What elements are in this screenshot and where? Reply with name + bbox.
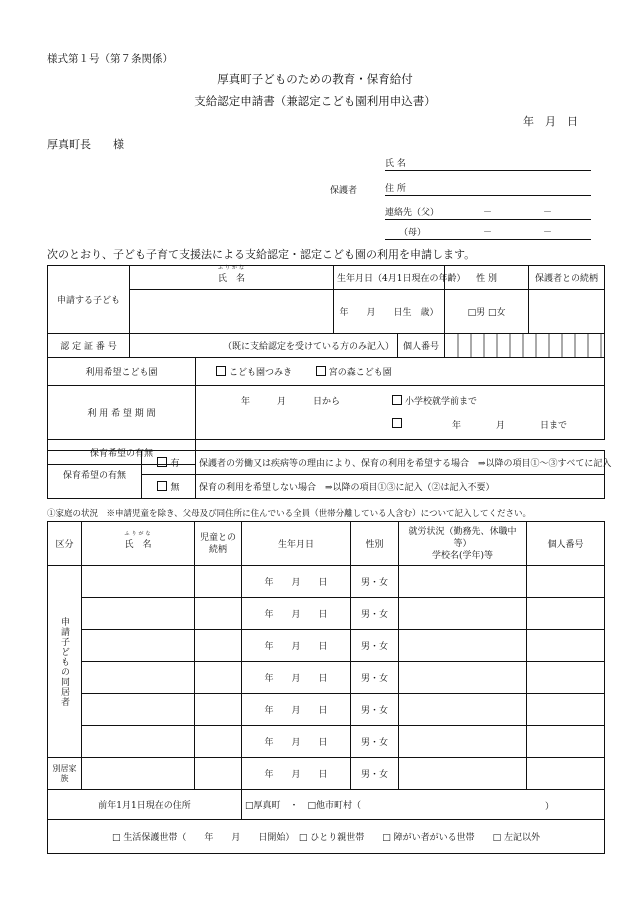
personal-no-field[interactable] — [445, 334, 605, 358]
nursery-opt1-checkbox[interactable] — [216, 366, 226, 376]
member-work[interactable] — [399, 630, 527, 662]
member-pno[interactable] — [527, 758, 605, 790]
h-relation: 児童との続柄 — [195, 522, 242, 566]
dash: － — [483, 228, 493, 238]
guardian-label: 保護者 — [330, 186, 358, 196]
member-name[interactable] — [82, 630, 195, 662]
member-name[interactable] — [82, 726, 195, 758]
nursery-label: 利用希望こども園 — [48, 358, 196, 386]
child-dob-field[interactable]: 年 月 日生 歳） — [334, 290, 445, 334]
member-name[interactable] — [82, 694, 195, 726]
group-cohabitants — [48, 566, 82, 758]
period-to-year: 年 — [452, 421, 462, 431]
name-header — [130, 266, 334, 290]
date-field[interactable]: 年 月 日 — [523, 115, 578, 128]
contact-mother-label: （母） — [399, 228, 427, 238]
guardian-contact-father[interactable] — [385, 205, 591, 220]
household-table — [47, 521, 605, 854]
member-relation[interactable] — [195, 566, 242, 598]
member-work[interactable] — [399, 662, 527, 694]
guardian-name-label: 氏 名 — [385, 159, 406, 169]
period-opt-checkbox[interactable] — [392, 395, 402, 405]
h-dob: 生年月日 — [242, 522, 351, 566]
care-yes-text: 保護者の労働又は疾病等の理由により、保育の利用を希望する場合 ⇒以降の項目①～③すべてに記入 — [196, 451, 605, 475]
group-cohabitants-text: 申請子どもの同居者 — [59, 616, 69, 707]
title-line-1: 厚真町子どものための教育・保育給付 — [217, 72, 413, 86]
household-type[interactable]: □ 生活保護世帯（ 年 月 日開始） □ ひとり親世帯 □ 障がい者がいる世帯 □ 左記以外 — [48, 820, 605, 854]
period-to-checkbox[interactable] — [392, 418, 402, 428]
h-name-ruby: ふりがな — [124, 531, 153, 537]
period-from: 年 月 日から — [241, 397, 341, 407]
member-pno[interactable] — [527, 598, 605, 630]
member-work[interactable] — [399, 566, 527, 598]
member-relation[interactable] — [195, 630, 242, 662]
h-work-text: 就労状況（勤務先、休職中等） — [408, 526, 517, 549]
intro-text: 次のとおり、子ども子育て支援法による支給認定・認定こども園の利用を申請します。 — [47, 248, 476, 261]
member-sex[interactable]: 男・女 — [351, 662, 399, 694]
sex-header: 性 別 — [445, 266, 529, 290]
addressee: 厚真町長 様 — [47, 138, 124, 151]
member-dob[interactable]: 年 月 日 — [242, 566, 351, 598]
member-sex[interactable]: 男・女 — [351, 758, 399, 790]
h-school-text: 学校名(学年)等 — [431, 550, 494, 561]
care-no-label: 無 — [170, 483, 180, 493]
dob-header: 生年月日（4月1日現在の年齢） — [334, 266, 445, 290]
h-pno: 個人番号 — [527, 522, 605, 566]
member-pno[interactable] — [527, 694, 605, 726]
care-yes-option[interactable] — [142, 451, 196, 475]
h-kubun: 区分 — [48, 522, 82, 566]
cert-label: 認 定 証 番 号 — [48, 334, 130, 358]
period-to-month: 月 — [496, 421, 506, 431]
child-label: 申請する子ども — [48, 266, 130, 334]
name-ruby: ふりがな — [218, 265, 247, 271]
member-dob[interactable]: 年 月 日 — [242, 694, 351, 726]
cert-note: （既に支給認定を受けている方のみ記入） — [223, 342, 395, 352]
h-work — [399, 522, 527, 566]
contact-father-label: 連絡先（父） — [385, 208, 440, 218]
dash: － — [543, 228, 553, 238]
member-pno[interactable] — [527, 630, 605, 662]
member-dob[interactable]: 年 月 日 — [242, 662, 351, 694]
member-name[interactable] — [82, 598, 195, 630]
application-table — [47, 265, 605, 465]
prev-address-label: 前年1月1日現在の住所 — [48, 790, 242, 820]
period-to: 日まで — [540, 421, 568, 431]
member-sex[interactable]: 男・女 — [351, 726, 399, 758]
member-dob[interactable]: 年 月 日 — [242, 598, 351, 630]
member-work[interactable] — [399, 694, 527, 726]
member-dob[interactable]: 年 月 日 — [242, 758, 351, 790]
care-no-option[interactable] — [142, 475, 196, 499]
member-name[interactable] — [82, 566, 195, 598]
personal-no-label: 個人番号 — [398, 334, 445, 358]
member-relation[interactable] — [195, 694, 242, 726]
relation-header: 保護者との続柄 — [529, 266, 605, 290]
care-yes-label: 有 — [170, 459, 180, 469]
period-opt-label: 小学校就学前まで — [405, 397, 478, 407]
member-relation[interactable] — [195, 598, 242, 630]
child-name-field[interactable] — [130, 290, 334, 334]
household-note: ①家庭の状況 ※申請児童を除き、父母及び同住所に住んでいる全員（世帯分離している人含む）について記入してください。 — [47, 509, 531, 519]
care-yes-checkbox[interactable] — [157, 457, 167, 467]
group-separate: 別居家族 — [48, 758, 82, 790]
member-relation[interactable] — [195, 662, 242, 694]
member-pno[interactable] — [527, 662, 605, 694]
guardian-address-label: 住 所 — [385, 184, 406, 194]
guardian-contact-mother[interactable] — [385, 225, 591, 240]
member-sex[interactable]: 男・女 — [351, 598, 399, 630]
dash: － — [483, 208, 493, 218]
guardian-address-field[interactable] — [385, 181, 591, 196]
member-work[interactable] — [399, 598, 527, 630]
nursery-opt1-label: こども園つみき — [229, 368, 293, 378]
member-sex[interactable]: 男・女 — [351, 694, 399, 726]
title-line-2: 支給認定申請書（兼認定こども園利用申込書） — [194, 94, 436, 108]
member-sex[interactable]: 男・女 — [351, 566, 399, 598]
name-header-text: 氏 名 — [218, 274, 246, 284]
care-no-text: 保育の利用を希望しない場合 ⇒以降の項目①③に記入（②は記入不要） — [196, 475, 605, 499]
h-name-text: 氏 名 — [124, 540, 152, 550]
nursery-opt2-label: 宮の森こども園 — [328, 368, 392, 378]
child-relation-field[interactable] — [529, 290, 605, 334]
member-pno[interactable] — [527, 566, 605, 598]
child-sex-field[interactable]: □男 □女 — [445, 290, 529, 334]
care-label: 保育希望の有無 — [48, 451, 142, 499]
prev-address-close: ） — [544, 802, 554, 812]
prev-address-options: □厚真町 ・ □他市町村（ — [245, 801, 362, 811]
member-sex[interactable]: 男・女 — [351, 630, 399, 662]
member-dob[interactable]: 年 月 日 — [242, 630, 351, 662]
prev-address-field[interactable] — [242, 790, 605, 820]
member-pno[interactable] — [527, 726, 605, 758]
period-field[interactable] — [196, 386, 605, 440]
care-label: 保育希望の有無 — [48, 440, 196, 465]
nursery-options — [196, 358, 605, 386]
dash: － — [543, 208, 553, 218]
member-name[interactable] — [82, 758, 195, 790]
period-label: 利 用 希 望 期 間 — [48, 386, 196, 440]
form-number: 様式第１号（第７条関係） — [47, 53, 173, 65]
h-name — [82, 522, 195, 566]
member-relation[interactable] — [195, 726, 242, 758]
nursery-opt2-checkbox[interactable] — [316, 366, 326, 376]
h-sex: 性別 — [351, 522, 399, 566]
member-work[interactable] — [399, 726, 527, 758]
member-name[interactable] — [82, 662, 195, 694]
member-dob[interactable]: 年 月 日 — [242, 726, 351, 758]
care-no-checkbox[interactable] — [157, 481, 167, 491]
member-relation[interactable] — [195, 758, 242, 790]
member-work[interactable] — [399, 758, 527, 790]
guardian-name-field[interactable] — [385, 156, 591, 171]
care-table — [47, 450, 612, 499]
cert-number-field[interactable] — [130, 334, 398, 358]
